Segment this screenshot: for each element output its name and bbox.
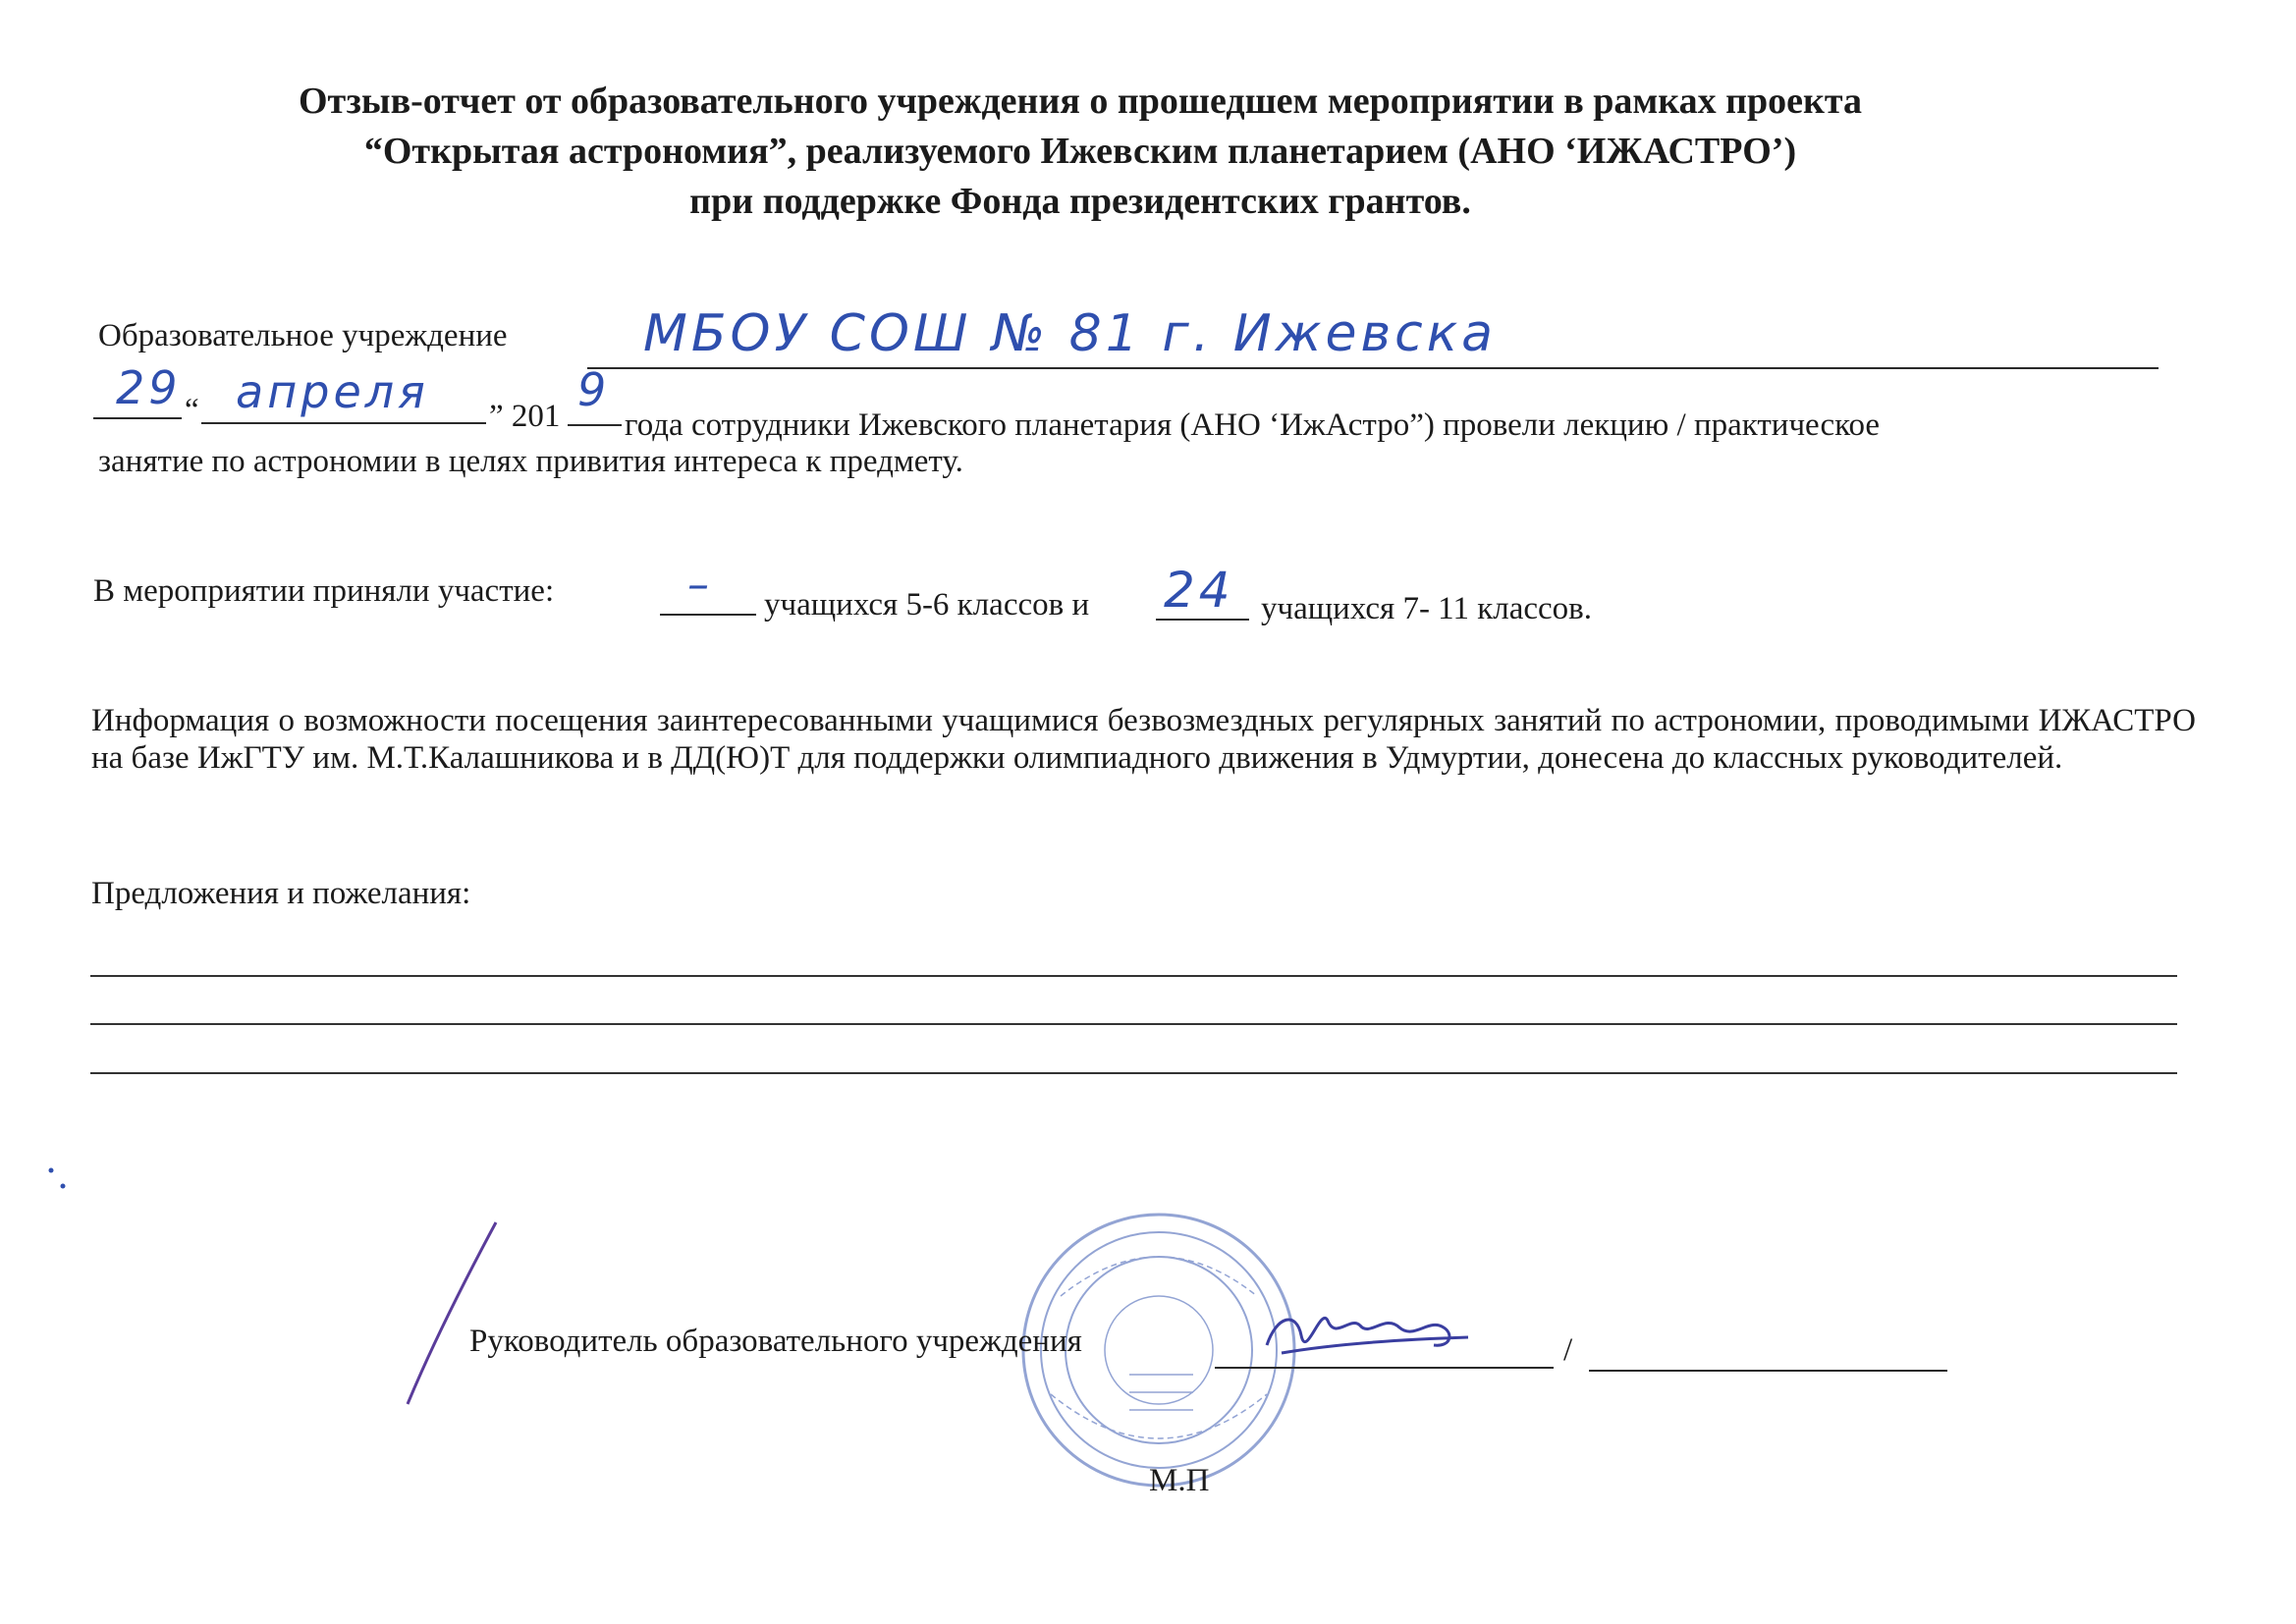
year-digit-handwritten: 9 — [577, 363, 611, 416]
speck-1 — [49, 1168, 54, 1173]
name-fill-line — [1589, 1370, 1947, 1372]
suggestions-label: Предложения и пожелания: — [91, 876, 471, 911]
pen-stroke — [408, 1222, 496, 1404]
date-open-quote: “ — [185, 393, 199, 428]
speck-2 — [61, 1184, 66, 1189]
institution-handwritten: МБОУ СОШ № 81 г. Ижевска — [643, 304, 1497, 363]
count-5-6-handwritten: – — [687, 560, 713, 610]
title-line-2: “Открытая астрономия”, реализуемого Ижевским планетарием (АНО ‘ИЖАСТРО’) — [363, 131, 1797, 172]
participants-text-5-6: учащихся 5-6 классов и — [764, 587, 1090, 623]
month-handwritten: апреля — [236, 365, 429, 418]
date-text-line-1: года сотрудники Ижевского планетария (АНО ‘ИжАстро”) провели лекцию / практическое — [625, 407, 1881, 443]
date-text-line-2: занятие по астрономии в целях привития интереса к предмету. — [98, 444, 963, 479]
day-handwritten: 29 — [116, 361, 182, 414]
signature-scribble — [1267, 1318, 1468, 1353]
participants-label: В мероприятии приняли участие: — [93, 573, 555, 609]
participants-text-7-11: учащихся 7- 11 классов. — [1261, 591, 1592, 626]
info-paragraph: Информация о возможности посещения заинтересованными учащимися безвозмездных регулярных занятий по астрономии, проводимыми ИЖАСТРО на базе ИжГТУ им. М.Т.Калашникова и в ДД(Ю)Т для поддержки олимпиадного движения в Удмуртии, донесена до классных руководителей. — [91, 703, 2196, 776]
signature-fill-line — [1215, 1367, 1554, 1369]
seal-label: М.П — [1149, 1463, 1210, 1498]
title-line-1: Отзыв-отчет от образовательного учреждения о прошедшем мероприятии в рамках проекта — [298, 81, 1863, 122]
count-7-11-handwritten: 24 — [1164, 562, 1234, 619]
signature-separator: / — [1563, 1332, 1573, 1368]
institution-label: Образовательное учреждение — [98, 318, 508, 353]
date-year-prefix: ” 201 — [489, 399, 561, 434]
title-line-3: при поддержке Фонда президентских грантов. — [689, 181, 1471, 222]
signature-label: Руководитель образовательного учреждения — [469, 1324, 1082, 1359]
